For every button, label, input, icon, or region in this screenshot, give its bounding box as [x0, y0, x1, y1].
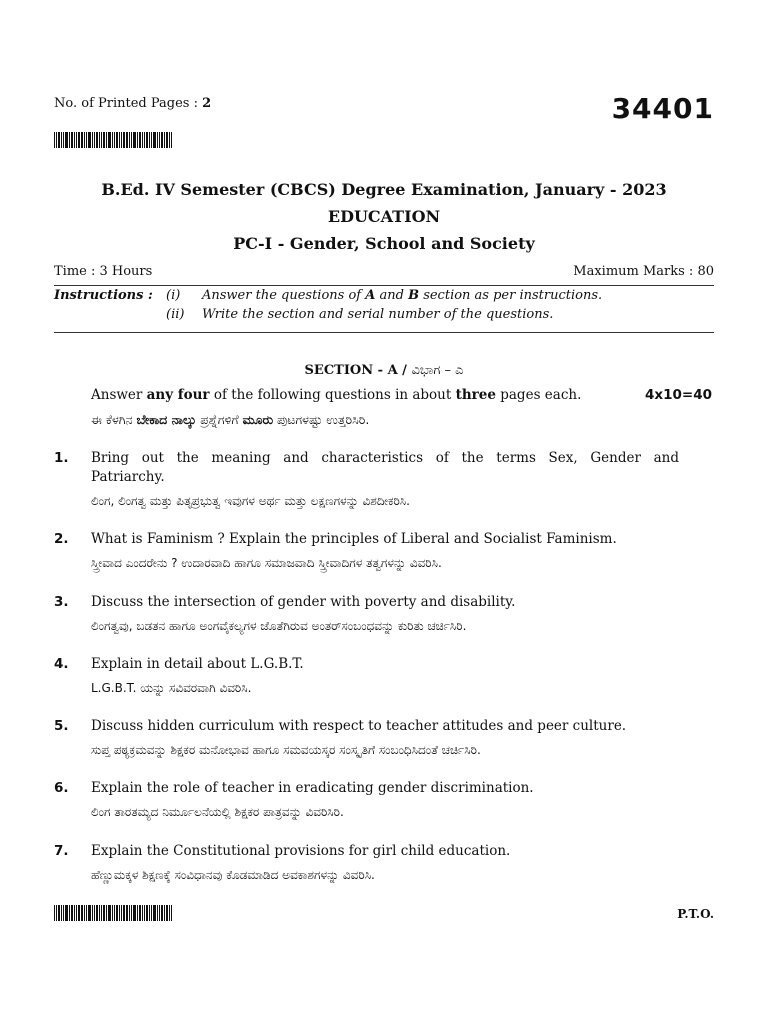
barcode-bar — [151, 132, 152, 148]
barcode-bar — [126, 905, 128, 921]
barcode-bar — [169, 132, 170, 148]
barcode-bar — [84, 905, 85, 921]
intro-bold-1: any four — [146, 387, 210, 403]
barcode-bar — [153, 132, 156, 148]
barcode-bar — [171, 905, 172, 921]
instruction-num-2: (ii) — [166, 307, 185, 322]
barcode-bar — [108, 132, 111, 148]
barcode-bar — [119, 132, 120, 148]
barcode-bar — [74, 905, 75, 921]
barcode-bar — [106, 905, 107, 921]
barcode-bar — [101, 905, 102, 921]
barcode-bar — [78, 905, 80, 921]
question-number: 5. — [54, 718, 69, 734]
barcode-bar — [164, 132, 165, 148]
question-text-kn: ಲಿಂಗತ್ವವು, ಬಡತನ ಹಾಗೂ ಅಂಗವೈಕಲ್ಯಗಳ ಜೊತೆಗಿರುವ ಅಂತರ್‌ಸಂಬಂಧವನ್ನು ಕುರಿತು ಚರ್ಚಿಸಿರಿ. — [91, 619, 467, 633]
intro-kn-text-3: ಪುಟಗಳಷ್ಟು ಉತ್ತರಿಸಿರಿ. — [273, 412, 370, 427]
barcode-bar — [96, 132, 98, 148]
barcode-bar — [54, 905, 55, 921]
question-text: Discuss the intersection of gender with poverty and disability. — [91, 594, 516, 610]
question-text-kn: ಲಿಂಗ, ಲಿಂಗತ್ವ ಮತ್ತು ಪಿತೃಪ್ರಭುತ್ವ ಇವುಗಳ ಅರ್ಥ ಮತ್ತು ಲಕ್ಷಣಗಳನ್ನು ವಿಶದೀಕರಿಸಿ. — [91, 494, 410, 508]
intro-kn-bold-2: ಮೂರು — [242, 412, 274, 427]
barcode-bar — [142, 905, 143, 921]
barcode-bar — [151, 905, 152, 921]
instruction-1-text-c: section as per instructions. — [419, 288, 603, 303]
question-number: 2. — [54, 531, 69, 547]
barcode-bar — [129, 905, 130, 921]
question-text-kn: ಸ್ತ್ರೀವಾದ ಎಂದರೇನು ? ಉದಾರವಾದಿ ಹಾಗೂ ಸಮಾಜವಾದಿ ಸ್ತ್ರೀವಾದಿಗಳ ತತ್ವಗಳನ್ನು ವಿವರಿಸಿ. — [91, 556, 442, 570]
barcode-bar — [133, 905, 136, 921]
barcode-bar — [88, 132, 91, 148]
barcode-bar — [63, 905, 64, 921]
subject-title: EDUCATION — [327, 207, 441, 226]
barcode-bar — [88, 905, 91, 921]
section-instruction — [91, 387, 581, 403]
intro-text-3: pages each. — [495, 387, 582, 403]
section-title-kn: ವಿಭಾಗ – ಎ — [411, 363, 464, 378]
barcode-bar — [99, 905, 100, 921]
intro-text-1: Answer — [91, 387, 147, 403]
barcode-bar — [139, 132, 141, 148]
barcode-bar — [71, 132, 73, 148]
intro-text-2: of the following questions in about — [209, 387, 456, 403]
barcode-bar — [171, 132, 172, 148]
barcode-bar — [76, 905, 77, 921]
section-title: SECTION - A / — [304, 363, 412, 378]
section-marks: 4x10=40 — [645, 387, 712, 403]
intro-bold-2: three — [455, 387, 496, 403]
barcode-bar — [81, 132, 83, 148]
question-text-kn: ಲಿಂಗ ತಾರತಮ್ಯದ ನಿರ್ಮೂಲನೆಯಲ್ಲಿ ಶಿಕ್ಷಕರ ಪಾತ್ರವನ್ನು ವಿವರಿಸಿರಿ. — [91, 805, 344, 819]
barcode-bar — [123, 132, 125, 148]
barcode-bar — [114, 905, 115, 921]
question-number: 3. — [54, 594, 69, 610]
barcode-bar — [161, 132, 163, 148]
section-instruction-kn — [91, 412, 369, 428]
barcode-bar — [116, 905, 118, 921]
barcode-bar — [161, 905, 163, 921]
barcode-bar — [142, 132, 143, 148]
divider-bottom — [54, 332, 714, 333]
instruction-num-1: (i) — [166, 288, 181, 303]
barcode-bar — [166, 132, 168, 148]
barcode-bar — [103, 905, 105, 921]
barcode-bar — [56, 132, 57, 148]
barcode-bar — [116, 132, 118, 148]
instruction-2: Write the section and serial number of the questions. — [202, 307, 554, 322]
intro-kn-bold-1: ಬೇಕಾದ ನಾಲ್ಕು — [136, 412, 197, 427]
barcode-bar — [65, 132, 68, 148]
barcode-bar — [166, 905, 168, 921]
barcode-bar — [119, 905, 120, 921]
barcode-bar — [86, 905, 87, 921]
maximum-marks: Maximum Marks : 80 — [573, 264, 714, 279]
printed-pages — [54, 96, 211, 111]
barcode-bar — [56, 905, 57, 921]
barcode-bar — [159, 132, 160, 148]
question-text: What is Faminism ? Explain the principles of Liberal and Socialist Faminism. — [91, 531, 617, 547]
barcode-bar — [96, 905, 98, 921]
exam-title: B.Ed. IV Semester (CBCS) Degree Examination, January - 2023 — [101, 180, 667, 199]
question-number: 7. — [54, 843, 69, 859]
barcode-bar — [74, 132, 75, 148]
barcode-bar — [146, 132, 148, 148]
instruction-1-section-b: B — [408, 288, 420, 303]
section-heading — [0, 363, 768, 378]
printed-pages-label: No. of Printed Pages : — [54, 96, 203, 111]
barcode-bar — [86, 132, 87, 148]
instruction-1-text-a: Answer the questions of — [202, 288, 366, 303]
intro-kn-text-1: ಈ ಕೆಳಗಿನ — [91, 412, 137, 427]
barcode-bar — [61, 905, 62, 921]
question-text: Explain the role of teacher in eradicating gender discrimination. — [91, 780, 534, 796]
question-text: Discuss hidden curriculum with respect to teacher attitudes and peer culture. — [91, 718, 627, 734]
barcode-bar — [103, 132, 105, 148]
barcode-bar — [101, 132, 102, 148]
barcode-bar — [108, 905, 111, 921]
barcode-bar — [157, 132, 158, 148]
barcode-bar — [159, 905, 160, 921]
barcode-bar — [121, 905, 122, 921]
barcode-bar — [121, 132, 122, 148]
barcode-bar — [153, 905, 156, 921]
question-text: Explain the Constitutional provisions for girl child education. — [91, 843, 511, 859]
barcode-bar — [58, 132, 60, 148]
barcode-bar — [112, 905, 113, 921]
instruction-1-text-b: and — [375, 288, 409, 303]
question-text-kn: ಹೆಣ್ಣುಮಕ್ಕಳ ಶಿಕ್ಷಣಕ್ಕೆ ಸಂವಿಧಾನವು ಕೊಡಮಾಡಿದ ಅವಕಾಶಗಳನ್ನು ವಿವರಿಸಿ. — [91, 868, 375, 882]
barcode-bar — [169, 905, 170, 921]
barcode-bar — [144, 132, 145, 148]
question-number: 6. — [54, 780, 69, 796]
barcode-bar — [123, 905, 125, 921]
instruction-1-section-a: A — [365, 288, 376, 303]
barcode-bar — [69, 132, 70, 148]
barcode-bar — [99, 132, 100, 148]
barcode-bar — [106, 132, 107, 148]
barcode-bar — [131, 905, 132, 921]
barcode-bar — [78, 132, 80, 148]
question-text: Bring out the meaning and characteristics of the terms Sex, Gender and Patriarchy. — [91, 450, 679, 485]
question-text: Explain in detail about L.G.B.T. — [91, 656, 304, 672]
barcode-bar — [133, 132, 136, 148]
barcode-bar — [137, 132, 138, 148]
barcode-bar — [65, 905, 68, 921]
barcode-bar — [58, 905, 60, 921]
instruction-1 — [202, 288, 602, 303]
barcode-top — [54, 132, 173, 148]
barcode-bar — [149, 132, 150, 148]
barcode-bar — [92, 905, 93, 921]
barcode-bar — [164, 905, 165, 921]
barcode-bar — [76, 132, 77, 148]
question-number: 1. — [54, 450, 69, 466]
barcode-bar — [129, 132, 130, 148]
question-text-kn: ಸುಪ್ತ ಪಠ್ಯಕ್ರಮವನ್ನು ಶಿಕ್ಷಕರ ಮನೋಭಾವ ಹಾಗೂ ಸಮವಯಸ್ಕರ ಸಂಸ್ಕೃತಿಗೆ ಸಂಬಂಧಿಸಿದಂತೆ ಚರ್ಚಿಸಿರಿ. — [91, 743, 481, 757]
barcode-bar — [114, 132, 115, 148]
question-text-kn: L.G.B.T. ಯನ್ನು ಸವಿವರವಾಗಿ ವಿವರಿಸಿ. — [91, 681, 252, 695]
barcode-bar — [112, 132, 113, 148]
pto-label: P.T.O. — [677, 907, 714, 921]
barcode-bar — [144, 905, 145, 921]
barcode-bar — [63, 132, 64, 148]
barcode-bar — [69, 905, 70, 921]
barcode-bar — [149, 905, 150, 921]
barcode-bar — [61, 132, 62, 148]
barcode-bar — [71, 905, 73, 921]
divider-top — [54, 285, 714, 286]
printed-pages-value: 2 — [202, 96, 212, 111]
barcode-bar — [157, 905, 158, 921]
paper-code: 34401 — [611, 92, 714, 125]
barcode-bar — [131, 132, 132, 148]
barcode-bar — [146, 905, 148, 921]
barcode-bar — [137, 905, 138, 921]
barcode-bar — [126, 132, 128, 148]
barcode-bar — [81, 905, 83, 921]
barcode-bar — [92, 132, 93, 148]
question-number: 4. — [54, 656, 69, 672]
barcode-bar — [94, 905, 95, 921]
barcode-bar — [94, 132, 95, 148]
instructions-label: Instructions : — [54, 288, 153, 303]
paper-title: PC-I - Gender, School and Society — [233, 234, 535, 253]
barcode-bottom — [54, 905, 173, 921]
intro-kn-text-2: ಪ್ರಶ್ನೆಗಳಿಗೆ — [196, 412, 243, 427]
time-allowed: Time : 3 Hours — [54, 264, 153, 279]
barcode-bar — [139, 905, 141, 921]
barcode-bar — [84, 132, 85, 148]
barcode-bar — [54, 132, 55, 148]
